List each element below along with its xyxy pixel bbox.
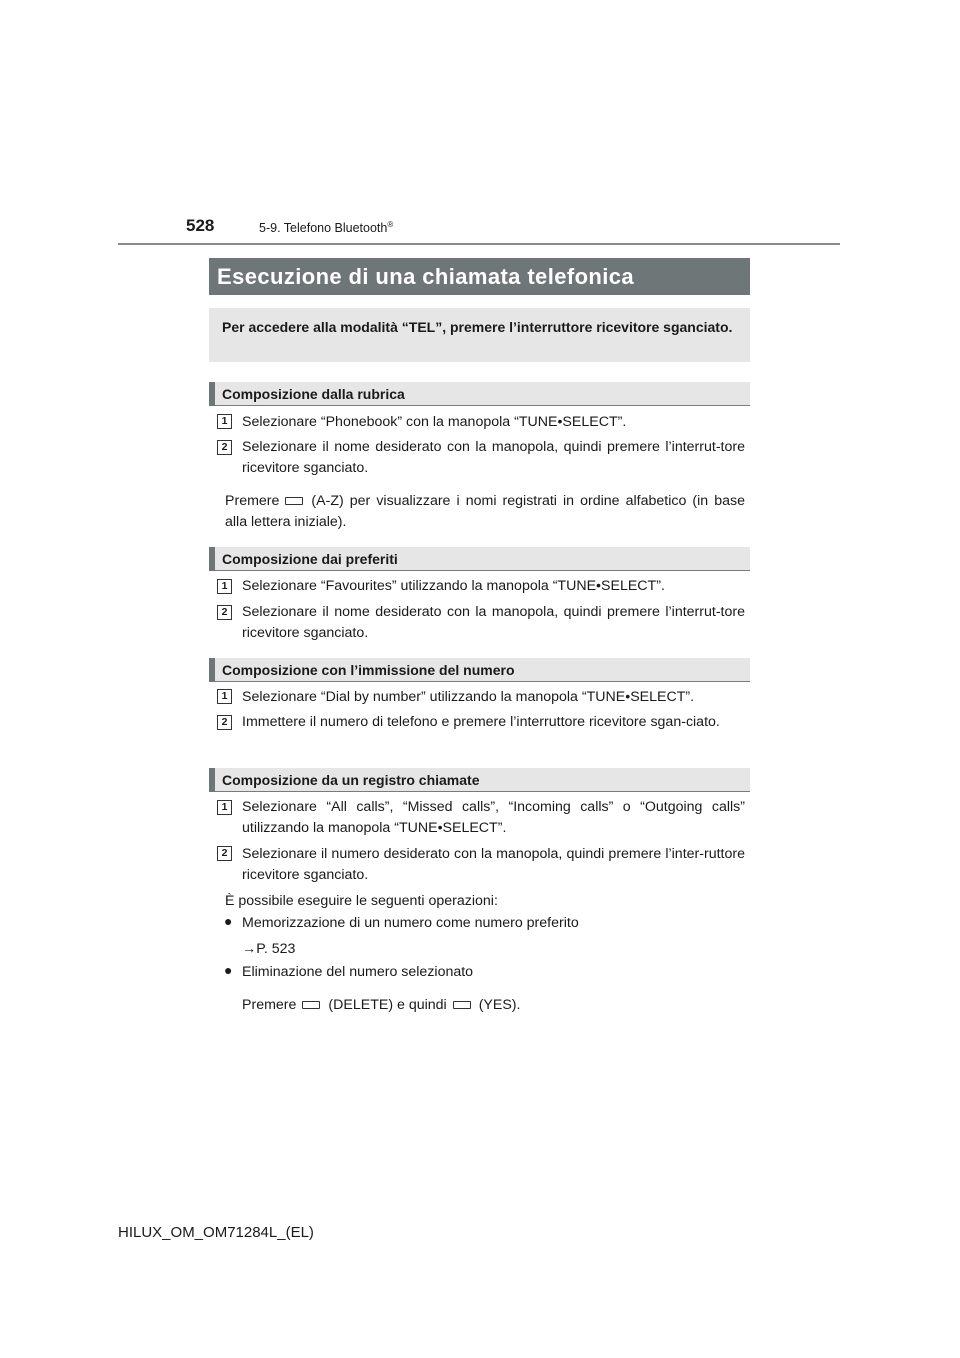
step-text: Selezionare il nome desiderato con la manopola, quindi premere l’interrut-tore ricevitore sganciato. [242,604,745,641]
step-text: Selezionare “Dial by number” utilizzando la manopola “TUNE•SELECT”. [242,689,695,705]
step-text: Immettere il numero di telefono e premere l’interruttore ricevitore sgan-ciato. [242,714,720,730]
press-after: (YES). [478,997,521,1013]
step-number: 2 [217,715,232,730]
step-number: 2 [217,846,232,861]
arrow-right-icon: → [242,941,257,957]
button-key-icon [453,1001,471,1009]
intro-box [209,308,750,362]
step-text: Selezionare “Favourites” utilizzando la manopola “TUNE•SELECT”. [242,578,665,594]
step-number: 2 [217,440,232,455]
step-number: 1 [217,579,232,594]
page-number: 528 [186,216,215,235]
intro-text: Per accedere alla modalità “TEL”, premere l’interruttore ricevitore sganciato. [222,319,733,335]
bullet-text: Memorizzazione di un numero come numero preferito [242,915,579,931]
note-after: (A-Z) per visualizzare i nomi registrati in ordine alfabetico (in base alla lettera iniziale). [225,493,745,530]
bullet-icon: ● [224,913,233,929]
subheading-phonebook: Composizione dalla rubrica [209,382,750,406]
subheading-favourites: Composizione dai preferiti [209,547,750,571]
ops-intro: È possibile eseguire le seguenti operazioni: [225,893,498,909]
section-path [259,220,393,235]
step-number: 1 [217,689,232,704]
press-mid: (DELETE) e quindi [328,997,447,1013]
section-title: 5-9. Telefono Bluetooth [259,221,388,236]
bullet-text: Eliminazione del numero selezionato [242,964,474,980]
bullet-icon: ● [224,962,233,978]
step-text: Selezionare il numero desiderato con la manopola, quindi premere l’inter-ruttore ricevitore sganciato. [242,846,745,883]
note-before: Premere [225,493,280,509]
header-rule [118,243,840,245]
registered-mark: ® [387,220,394,229]
step-number: 2 [217,605,232,620]
step-number: 1 [217,414,232,429]
page-title: Esecuzione di una chiamata telefonica [209,258,750,295]
subheading-call-history: Composizione da un registro chiamate [209,768,750,792]
step-text: Selezionare “All calls”, “Missed calls”, “Incoming calls” o “Outgoing calls” utilizzando la manopola “TUNE•SELECT”. [242,799,745,836]
page-reference-text: P. 523 [256,941,296,957]
note-text [225,491,745,533]
press-instruction [242,995,745,1016]
page-reference [242,939,745,960]
button-key-icon [285,497,303,505]
footer-doc-code: HILUX_OM_OM71284L_(EL) [118,1224,314,1241]
step-text: Selezionare il nome desiderato con la manopola, quindi premere l’interrut-tore ricevitore sganciato. [242,439,745,476]
button-key-icon [302,1001,320,1009]
step-number: 1 [217,800,232,815]
press-before: Premere [242,997,297,1013]
step-text: Selezionare “Phonebook” con la manopola “TUNE•SELECT”. [242,414,627,430]
subheading-dial-number: Composizione con l’immissione del numero [209,658,750,682]
